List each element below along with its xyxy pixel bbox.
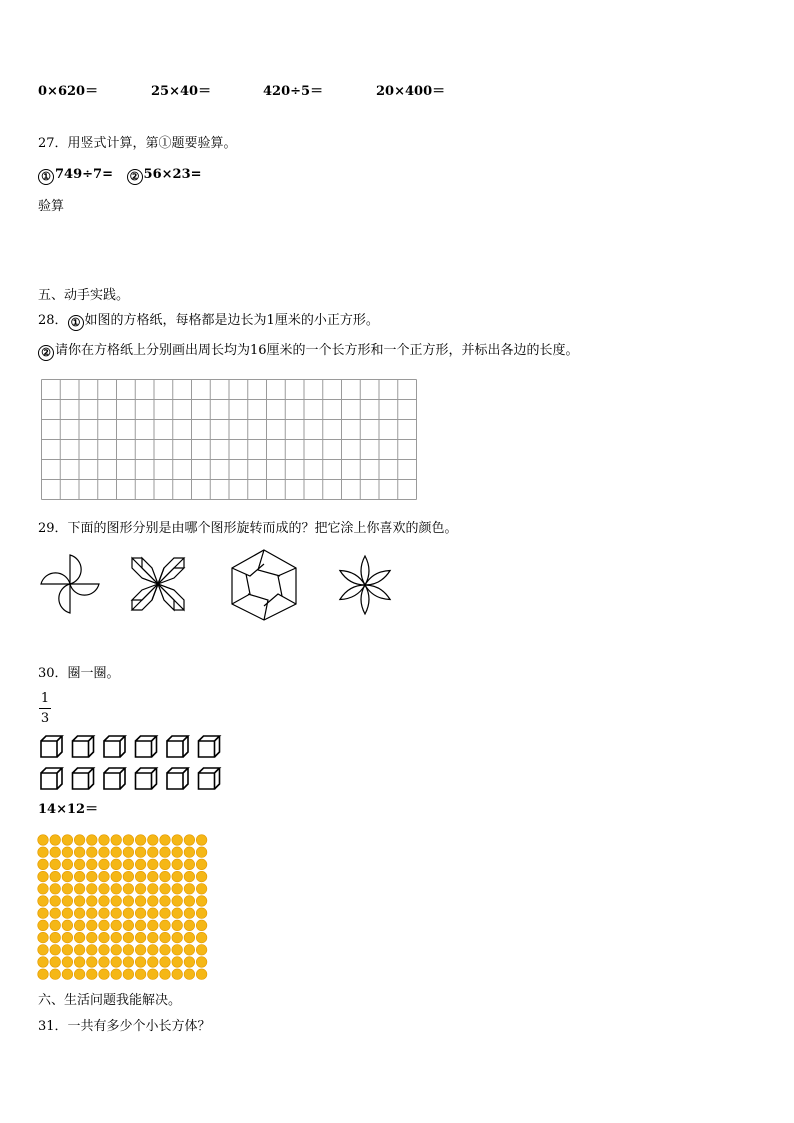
flower-figure bbox=[333, 553, 397, 617]
dot bbox=[87, 896, 98, 907]
dot bbox=[184, 871, 195, 882]
dot bbox=[74, 908, 85, 919]
dot bbox=[172, 859, 183, 870]
dot bbox=[38, 871, 49, 882]
dot bbox=[135, 908, 146, 919]
dot bbox=[160, 859, 171, 870]
dot bbox=[99, 932, 110, 943]
dot bbox=[99, 835, 110, 846]
dot bbox=[50, 932, 61, 943]
multiplication-expression: 14×12＝ bbox=[38, 802, 99, 817]
dot bbox=[135, 896, 146, 907]
dot bbox=[196, 969, 207, 980]
dot bbox=[184, 957, 195, 968]
dot bbox=[38, 859, 49, 870]
circled-number-1: ① bbox=[68, 315, 84, 331]
dot bbox=[123, 969, 134, 980]
dot bbox=[74, 847, 85, 858]
dot bbox=[148, 835, 159, 846]
dot bbox=[123, 835, 134, 846]
dot bbox=[148, 932, 159, 943]
dot bbox=[172, 835, 183, 846]
hexagon-figure bbox=[228, 548, 300, 622]
dot bbox=[87, 871, 98, 882]
cube-icon bbox=[199, 736, 220, 757]
cube-icon bbox=[73, 736, 94, 757]
dot bbox=[172, 920, 183, 931]
dot bbox=[172, 932, 183, 943]
dot bbox=[62, 884, 73, 895]
dot bbox=[196, 835, 207, 846]
dot bbox=[160, 908, 171, 919]
calc-item-2: 25×40＝ bbox=[151, 84, 212, 99]
dot bbox=[38, 835, 49, 846]
dot bbox=[184, 859, 195, 870]
dot bbox=[196, 896, 207, 907]
dot bbox=[74, 835, 85, 846]
dot bbox=[135, 932, 146, 943]
dot bbox=[50, 871, 61, 882]
dot bbox=[123, 957, 134, 968]
circled-number-2: ② bbox=[127, 169, 143, 185]
dot bbox=[74, 884, 85, 895]
dot bbox=[38, 969, 49, 980]
dot bbox=[87, 847, 98, 858]
dot bbox=[148, 896, 159, 907]
dot bbox=[123, 871, 134, 882]
dot bbox=[74, 969, 85, 980]
cube-icon bbox=[41, 768, 62, 789]
cube-icon bbox=[104, 736, 125, 757]
dot bbox=[74, 896, 85, 907]
dot bbox=[160, 847, 171, 858]
dot bbox=[172, 969, 183, 980]
dot bbox=[74, 920, 85, 931]
dot bbox=[148, 969, 159, 980]
dot-array bbox=[37, 834, 211, 982]
dot bbox=[196, 859, 207, 870]
dot bbox=[74, 957, 85, 968]
dot bbox=[148, 859, 159, 870]
dot bbox=[87, 945, 98, 956]
dot bbox=[99, 847, 110, 858]
cube-icon bbox=[199, 768, 220, 789]
dot bbox=[111, 859, 122, 870]
dot bbox=[160, 884, 171, 895]
dot bbox=[38, 884, 49, 895]
dot bbox=[160, 920, 171, 931]
dot bbox=[123, 847, 134, 858]
dot bbox=[38, 908, 49, 919]
dot bbox=[148, 945, 159, 956]
cube-icon bbox=[41, 736, 62, 757]
dot bbox=[135, 835, 146, 846]
dot bbox=[99, 957, 110, 968]
dot bbox=[74, 859, 85, 870]
dot bbox=[62, 945, 73, 956]
cube-icon bbox=[104, 768, 125, 789]
dot bbox=[50, 896, 61, 907]
dot bbox=[123, 884, 134, 895]
dot bbox=[38, 945, 49, 956]
dot bbox=[160, 945, 171, 956]
q28-line-1-text: 如图的方格纸，每格都是边长为1厘米的小正方形。 bbox=[84, 313, 379, 328]
dot bbox=[87, 884, 98, 895]
dot bbox=[38, 847, 49, 858]
dot bbox=[172, 884, 183, 895]
dot bbox=[50, 945, 61, 956]
q27-item-2: 56×23= bbox=[143, 167, 202, 182]
dot bbox=[184, 835, 195, 846]
dot bbox=[135, 969, 146, 980]
cube-icon bbox=[167, 768, 188, 789]
dot bbox=[123, 896, 134, 907]
q28-prefix: 28． bbox=[38, 313, 68, 328]
dot bbox=[184, 896, 195, 907]
dot bbox=[62, 920, 73, 931]
dot bbox=[196, 932, 207, 943]
cube-icon bbox=[136, 768, 157, 789]
dot bbox=[160, 896, 171, 907]
dot bbox=[148, 847, 159, 858]
dot bbox=[135, 871, 146, 882]
dot bbox=[184, 920, 195, 931]
dot bbox=[184, 884, 195, 895]
dot bbox=[111, 835, 122, 846]
pinwheel-figure bbox=[37, 553, 103, 615]
q28-line-1 bbox=[38, 313, 379, 331]
dot bbox=[111, 847, 122, 858]
dot bbox=[123, 932, 134, 943]
cross-figure bbox=[130, 556, 186, 612]
dot bbox=[196, 884, 207, 895]
check-label: 验算 bbox=[38, 199, 65, 214]
dot bbox=[62, 932, 73, 943]
dot bbox=[184, 932, 195, 943]
dot bbox=[196, 908, 207, 919]
dot bbox=[87, 835, 98, 846]
dot bbox=[74, 945, 85, 956]
cube-groups bbox=[40, 735, 230, 793]
dot bbox=[172, 871, 183, 882]
dot bbox=[135, 884, 146, 895]
dot bbox=[135, 920, 146, 931]
dot bbox=[135, 945, 146, 956]
dot bbox=[196, 957, 207, 968]
dot bbox=[160, 932, 171, 943]
dot bbox=[62, 908, 73, 919]
section-6-title: 六、生活问题我能解决。 bbox=[38, 993, 182, 1008]
dot bbox=[148, 884, 159, 895]
dot bbox=[111, 945, 122, 956]
circled-number-1: ① bbox=[38, 169, 54, 185]
dot bbox=[172, 896, 183, 907]
cube-icon bbox=[73, 768, 94, 789]
dot bbox=[99, 969, 110, 980]
dot bbox=[184, 969, 195, 980]
dot bbox=[38, 957, 49, 968]
section-5-title: 五、动手实践。 bbox=[38, 288, 130, 303]
dot bbox=[50, 969, 61, 980]
dot bbox=[62, 969, 73, 980]
dot bbox=[99, 920, 110, 931]
dot bbox=[99, 884, 110, 895]
dot bbox=[160, 835, 171, 846]
dot bbox=[111, 908, 122, 919]
dot bbox=[62, 835, 73, 846]
dot bbox=[196, 871, 207, 882]
dot bbox=[87, 908, 98, 919]
dot bbox=[87, 920, 98, 931]
dot bbox=[148, 957, 159, 968]
dot bbox=[148, 920, 159, 931]
dot bbox=[62, 859, 73, 870]
dot bbox=[123, 945, 134, 956]
dot bbox=[148, 908, 159, 919]
dot bbox=[62, 871, 73, 882]
dot bbox=[87, 957, 98, 968]
dot bbox=[99, 945, 110, 956]
calc-item-1: 0×620＝ bbox=[38, 84, 99, 99]
dot bbox=[50, 957, 61, 968]
dot bbox=[160, 969, 171, 980]
dot bbox=[111, 871, 122, 882]
dot bbox=[123, 908, 134, 919]
dot bbox=[38, 896, 49, 907]
dot bbox=[111, 969, 122, 980]
fraction-denominator: 3 bbox=[40, 711, 50, 726]
dot bbox=[111, 896, 122, 907]
dot bbox=[135, 859, 146, 870]
dot bbox=[196, 945, 207, 956]
dot bbox=[99, 859, 110, 870]
dot bbox=[160, 871, 171, 882]
dot bbox=[87, 969, 98, 980]
dot bbox=[148, 871, 159, 882]
cube-icon bbox=[167, 736, 188, 757]
q28-line-2 bbox=[38, 343, 579, 361]
dot bbox=[172, 847, 183, 858]
dot bbox=[50, 859, 61, 870]
dot bbox=[62, 896, 73, 907]
dot bbox=[184, 945, 195, 956]
dot bbox=[62, 847, 73, 858]
dot bbox=[160, 957, 171, 968]
dot bbox=[38, 932, 49, 943]
dot bbox=[111, 957, 122, 968]
dot bbox=[123, 920, 134, 931]
q27-item-1: 749÷7= bbox=[55, 167, 113, 182]
dot bbox=[196, 920, 207, 931]
grid-paper bbox=[41, 379, 417, 501]
dot bbox=[50, 835, 61, 846]
dot bbox=[172, 957, 183, 968]
calc-item-3: 420÷5＝ bbox=[263, 84, 324, 99]
dot bbox=[99, 908, 110, 919]
dot bbox=[184, 908, 195, 919]
dot bbox=[87, 932, 98, 943]
dot bbox=[99, 896, 110, 907]
q29-title: 29．下面的图形分别是由哪个图形旋转而成的？把它涂上你喜欢的颜色。 bbox=[38, 521, 458, 536]
dot bbox=[172, 908, 183, 919]
q31-title: 31．一共有多少个小长方体？ bbox=[38, 1019, 211, 1034]
dot bbox=[62, 957, 73, 968]
dot bbox=[50, 920, 61, 931]
dot bbox=[135, 847, 146, 858]
fraction-bar bbox=[39, 708, 51, 709]
dot bbox=[111, 932, 122, 943]
dot bbox=[172, 945, 183, 956]
dot bbox=[50, 847, 61, 858]
q30-title: 30．圈一圈。 bbox=[38, 666, 120, 681]
q28-line-2-text: 请你在方格纸上分别画出周长均为16厘米的一个长方形和一个正方形，并标出各边的长度。 bbox=[55, 343, 579, 358]
cube-icon bbox=[136, 736, 157, 757]
calc-item-4: 20×400＝ bbox=[376, 84, 446, 99]
q27-items bbox=[38, 167, 202, 185]
dot bbox=[135, 957, 146, 968]
dot bbox=[111, 884, 122, 895]
dot bbox=[74, 932, 85, 943]
fraction-one-third bbox=[39, 691, 51, 726]
dot bbox=[184, 847, 195, 858]
fraction-numerator: 1 bbox=[40, 691, 50, 706]
dot bbox=[111, 920, 122, 931]
q27-title: 27．用竖式计算，第①题要验算。 bbox=[38, 136, 237, 151]
dot bbox=[38, 920, 49, 931]
dot bbox=[87, 859, 98, 870]
dot bbox=[196, 847, 207, 858]
dot bbox=[74, 871, 85, 882]
dot bbox=[50, 884, 61, 895]
circled-number-2: ② bbox=[38, 345, 54, 361]
dot bbox=[123, 859, 134, 870]
dot bbox=[99, 871, 110, 882]
dot bbox=[50, 908, 61, 919]
